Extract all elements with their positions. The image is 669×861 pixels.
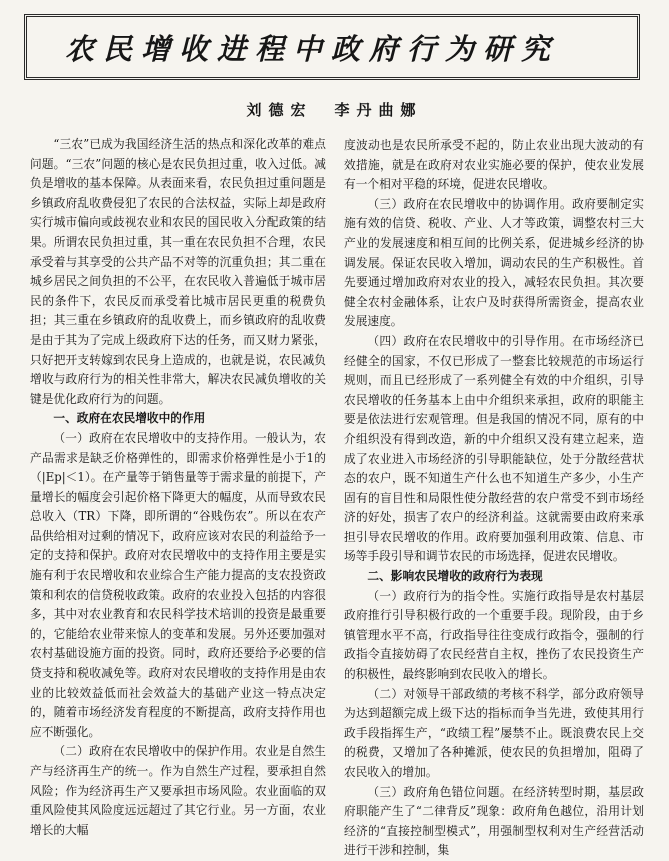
title-box [24, 14, 640, 80]
right-column [344, 136, 644, 858]
paragraph-coordination-role: （三）政府在农民增收中的协调作用。政府要制定实施有效的信贷、税收、产业、人才等政策，调整农村三大产业的发展速度和相互间的比例关系，促进城乡经济的协调发展。保证农民收入增加，调动农民的生产积极性。首先要通过增加政府对农业的投入，减轻农民负担。其次要健全农村金融体系，让农户及时获得所需资金，提高农业发展速度。 [344, 196, 644, 329]
intro-paragraph: “三农”已成为我国经济生活的热点和深化改革的难点问题。“三农”问题的核心是农民负担过重，收入过低。减负是增收的基本保障。从表面来看，农民负担过重问题是乡镇政府乱收费侵犯了农民的合法权益，实际上却是政府实行城市偏向或歧视农业和农民的国民收入分配政策的结果。所谓农民负担过重，其一重在农民负担不合理，农民承受着与其享受的公共产品不对等的沉重负担；其二重在城乡居民之间负担的不公平，在农民收入普遍低于城市居民的条件下，农民反而承受着比城市居民更重的税费负担；其三重在乡镇政府的乱收费上，而乡镇政府的乱收费是由于其为了完成上级政府下达的任务，而又财力紧张，只好把开支转嫁到农民身上造成的，也就是说，农民减负增收与政府行为的相关性非常大，解决农民减负增收的关键是优化政府行为的问题。 [30, 137, 326, 406]
section-heading-1: 一、政府在农民增收中的作用 [53, 411, 206, 426]
left-column [30, 135, 326, 837]
paragraph-evaluation: （二）对领导干部政绩的考核不科学，部分政府领导为达到超额完成上级下达的指标而争当先进，致使其用行政手段指挥生产，“政绩工程”屡禁不止。既浪费农民上交的税费，又增加了各种摊派，使农民的负担增加，阻碍了农民收入的增加。 [344, 686, 644, 779]
paragraph-protection-role: （二）政府在农民增收中的保护作用。农业是自然生产与经济再生产的统一。作为自然生产过程，要承担自然风险；作为经济再生产又要承担市场风险。农业面临的双重风险使其风险度远远超过了其它行业。另一方面，农业增长的大幅 [30, 744, 326, 837]
paragraph-role-misplacement: （三）政府角色错位问题。在经济转型时期，基层政府职能产生了“二律背反”现象：政府角色越位，沿用计划经济的“直接控制型模式”，用强制型权利对生产经营活动进行干涉和控制，集 [344, 784, 644, 858]
author-line: 刘德宏 李丹曲娜 [246, 101, 423, 119]
paragraph-directive: （一）政府行为的指令性。实施行政指导是农村基层政府推行引导积极行政的一个重要手段。现阶段，由于乡镇管理水平不高，行政指导往往变成行政指令，强制的行政指令直接妨碍了农民经营自主权，挫伤了农民投资生产的积极性，最终影响到农民收入的增长。 [344, 588, 644, 682]
article-title: 农民增收进程中政府行为研究 [65, 31, 560, 66]
section-heading-2: 二、影响农民增收的政府行为表现 [367, 569, 543, 584]
paragraph-support-role: （一）政府在农民增收中的支持作用。一般认为，农产品需求是缺乏价格弹性的，即需求价格弹性是小于1的（|Ep|＜1）。在产量等于销售量等于需求量的前提下，产量增长的幅度会引起价格下降更大的幅度，从而导致农民总收入（TR）下降，即所谓的“谷贱伤农”。所以在农产品供给相对过剩的情况下，政府应该对农民的利益给予一定的支持和保护。政府对农民增收中的支持作用主要是实施有利于农民增收和农业综合生产能力提高的支农投资政策和利农的信贷税收政策。政府的农业投入包括的内容很多，其中对农业教育和农民科学技术培训的投资是最重要的，它能给农业带来惊人的变革和发展。另外还要加强对农村基础设施方面的投资。同时，政府还要给予必要的信贷支持和税收减免等。政府对农民增收的支持作用是由农业的比较效益低而社会效益大的基础产业这一特点决定的，随着市场经济发育程度的不断提高，政府支持作用也应不断强化。 [30, 430, 326, 739]
paragraph-continued: 度波动也是农民所承受不起的，防止农业出现大波动的有效措施，就是在政府对农业实施必要的保护，使农业发展有一个相对平稳的环境，促进农民增收。 [344, 138, 644, 192]
paragraph-guidance-role: （四）政府在农民增收中的引导作用。在市场经济已经健全的国家，不仅已形成了一整套比较规范的市场运行规则，而且已经形成了一系列健全有效的中介组织，引导农民增收的任务基本上由中介组织来承担，政府的职能主要是依法进行宏观管理。但是我国的情况不同，原有的中介组织没有得到改造，新的中介组织又没有建立起来，造成了农业进入市场经济的引导职能缺位，处于分散经营状态的农户，既不知道生产什么也不知道生产多少，小生产固有的盲目性和局限性使分散经营的农户常受不到市场经济的好处，损害了农户的经济利益。这就需要由政府来承担引导农民增收的作用。政府要加强利用政策、信息、市场等手段引导和调节农民的市场选择，促进农民增收。 [344, 333, 644, 564]
